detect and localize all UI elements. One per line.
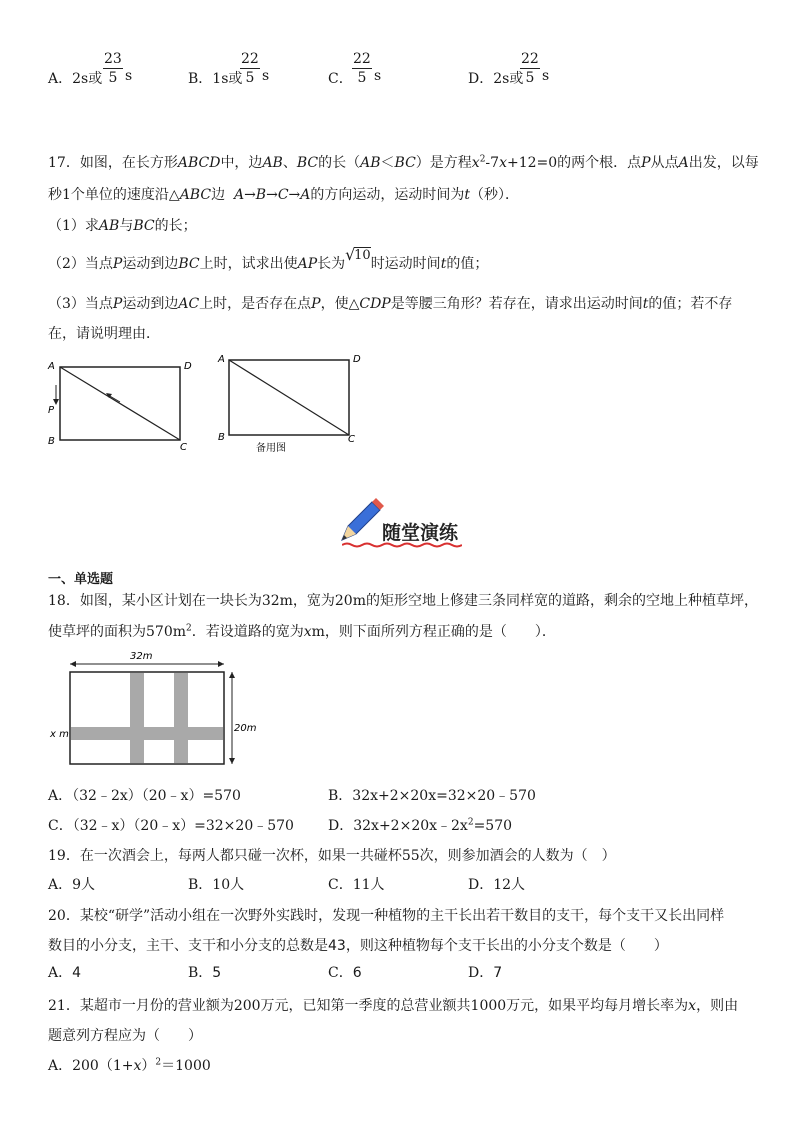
q20-stem-line2: 数目的小分支，主干、支干和小分支的总数是43，则这种植物每个支干长出的小分支个数是（ ） [48, 938, 668, 954]
sqrt-ten: √ 10 [345, 245, 371, 264]
q16-option-b-unit: s [262, 68, 270, 84]
q17-sub2: （2）当点P运动到边BC上时，试求出使AP长为 √ 10时运动时间t的值； [48, 245, 489, 272]
q19-option-b[interactable]: B．10人 [188, 877, 245, 893]
q18-label-32m: 32m [130, 651, 153, 662]
q18-figure [46, 648, 256, 770]
q17-stem-line2: 秒1个单位的速度沿△ABC边 A→B→C→A的方向运动，运动时间为t（秒）． [48, 187, 520, 203]
q18-road-vertical-1 [130, 673, 144, 763]
q18-option-d[interactable]: D．$32x+2\times 20x﹣2x^2=570$ [328, 817, 513, 834]
q17-sub3-line2: 在，请说明理由． [48, 326, 160, 342]
q21-stem-line2: 题意列方程应为（ ） [48, 1028, 202, 1044]
q17-figure-2 [214, 350, 364, 458]
q20-option-b[interactable]: B．5 [188, 965, 222, 981]
q18-stem-line1: 18．如图，某小区计划在一块长为32m，宽为20m的矩形空地上修建三条同样宽的道路，剩余的空地上种植草坪， [48, 593, 758, 609]
banner-underline [342, 542, 462, 548]
q19-stem: 19．在一次酒会上，每两人都只碰一次杯，如果一共碰杯55次，则参加酒会的人数为（ ） [48, 848, 616, 864]
q18-label-xm: x m [50, 729, 69, 740]
q20-stem-line1: 20．某校“研学”活动小组在一次野外实践时，发现一种植物的主干长出若干数目的支干，每个支干又长出同样 [48, 908, 725, 924]
q16-option-d-fraction: $\frac{22}{5}$ [521, 51, 539, 86]
q17-sub3-line1: （3）当点P运动到边AC上时，是否存在点P，使△CDP是等腰三角形？若存在，请求出运动时间t的值；若不存 [48, 296, 733, 312]
q18-field [70, 672, 224, 764]
q16-option-c-unit: s [374, 68, 382, 84]
fig2-label-a: A [218, 354, 225, 365]
q20-option-c[interactable]: C．6 [328, 965, 362, 981]
fig1-label-c: C [180, 442, 187, 453]
practice-banner [336, 496, 466, 550]
fig1-diagonal-ac [60, 367, 180, 440]
q16-option-b[interactable]: B．1s或 [188, 71, 243, 87]
q18-road-horizontal [71, 727, 223, 740]
fig2-label-b: B [218, 432, 225, 443]
q18-option-a[interactable]: A．（32﹣2x）（20﹣x）=570 [48, 788, 241, 804]
banner-title: 随堂演练 [382, 522, 459, 544]
q16-option-a-unit: s [125, 68, 133, 84]
fig2-label-d: D [353, 354, 361, 365]
q20-option-d[interactable]: D．7 [468, 965, 503, 981]
fig2-caption: 备用图 [256, 443, 286, 454]
fig1-label-p: P [48, 405, 55, 416]
q16-option-a-fraction: $\frac{23}{5}$ [104, 51, 122, 86]
q19-option-a[interactable]: A．9人 [48, 877, 96, 893]
fig2-diagonal-ac [229, 360, 349, 435]
q19-option-d[interactable]: D．12人 [468, 877, 526, 893]
q16-option-b-fraction: $\frac{22}{5}$ [241, 51, 259, 86]
pencil-icon [336, 496, 384, 548]
fig1-label-b: B [48, 436, 55, 447]
q16-option-d[interactable]: D．2s或 [468, 71, 524, 87]
q19-option-c[interactable]: C．11人 [328, 877, 385, 893]
q16-option-c[interactable]: C． [328, 71, 353, 87]
q16-option-d-unit: s [542, 68, 550, 84]
q21-stem-line1: 21．某超市一月份的营业额为200万元，已知第一季度的总营业额共1000万元，如果平均每月增长率为x，则由 [48, 998, 739, 1014]
fig2-label-c: C [348, 434, 355, 445]
q18-label-20m: 20m [234, 723, 256, 734]
section-heading-single-choice: 一、单选题 [48, 572, 114, 587]
q17-stem-line1: 17．如图，在长方形ABCD中，边AB、BC的长（AB＜BC）是方程$x^2-7x+12=0$的两个根．点P从点A出发，以每 [48, 154, 759, 171]
q18-stem-line2: 使草坪的面积为$570m^2$．若设道路的宽为xm，则下面所列方程正确的是（ ）． [48, 623, 556, 640]
q16-option-c-fraction: $\frac{22}{5}$ [353, 51, 371, 86]
q20-option-a[interactable]: A．4 [48, 965, 82, 981]
q18-option-b[interactable]: B．32x+2×20x=32×20﹣570 [328, 788, 536, 804]
q16-option-a[interactable]: A．2s或 [48, 71, 103, 87]
q18-option-c[interactable]: C．（32﹣x）（20﹣x）=32×20﹣570 [48, 818, 294, 834]
fig1-label-d: D [184, 361, 192, 372]
q18-road-vertical-2 [174, 673, 188, 763]
q17-figure-1 [44, 355, 204, 455]
q21-option-a[interactable]: A．$200(1+x)^2=1000$ [48, 1057, 211, 1074]
q17-sub1: （1）求AB与BC的长； [48, 218, 197, 234]
fig1-label-a: A [48, 361, 55, 372]
